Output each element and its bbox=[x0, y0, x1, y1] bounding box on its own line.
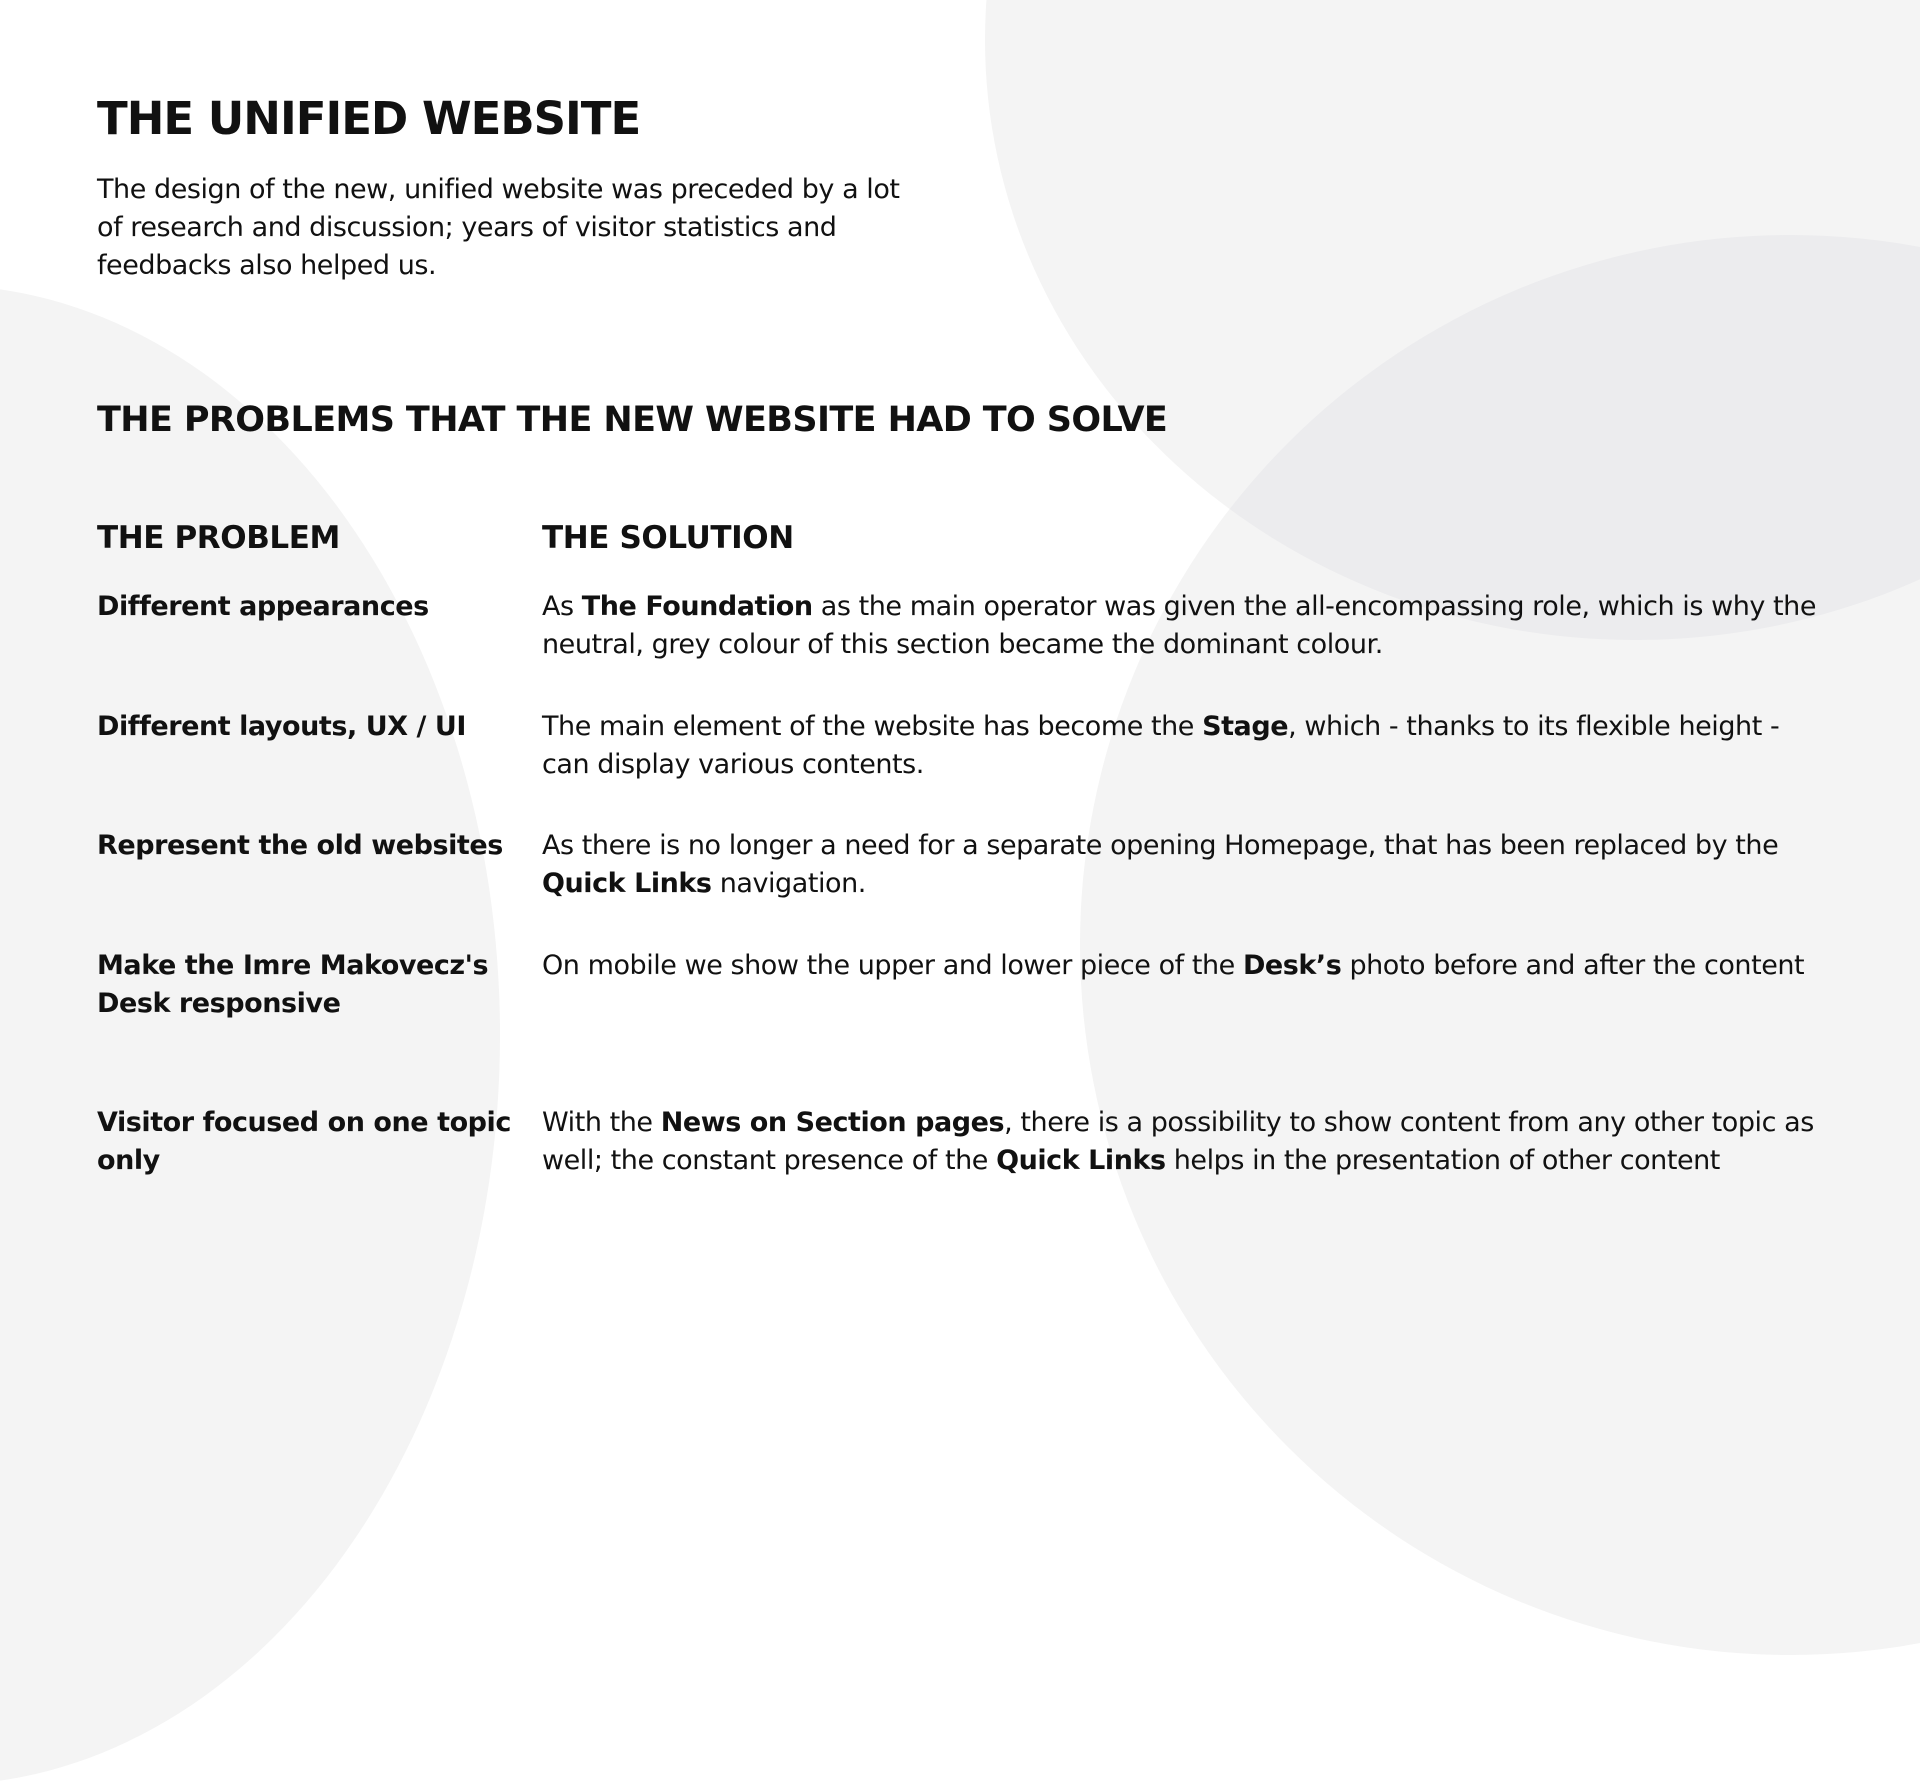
solution-cell bbox=[542, 588, 1847, 708]
solution-cell bbox=[542, 708, 1847, 827]
solution-text: With the bbox=[542, 1107, 661, 1138]
solution-text: photo before and after the content bbox=[1341, 950, 1805, 981]
problem-cell: Make the Imre Makovecz's Desk responsive bbox=[97, 950, 489, 1019]
problem-cell: Represent the old websites bbox=[97, 830, 503, 861]
solution-text: helps in the presentation of other content bbox=[1165, 1145, 1720, 1176]
section-title: THE PROBLEMS THAT THE NEW WEBSITE HAD TO SOLVE bbox=[97, 400, 1168, 440]
solution-cell bbox=[542, 1104, 1847, 1180]
problem-solution-table bbox=[97, 520, 1847, 1180]
solution-text: as the main operator was given the all-encompassing role, which is why the neutral, grey colour of this section became the dominant colour. bbox=[542, 591, 1817, 660]
intro-paragraph: The design of the new, unified website was preceded by a lot of research and discussion; years of visitor statistics and feedbacks also helped us. bbox=[97, 174, 900, 281]
solution-text: The main element of the website has become the bbox=[542, 711, 1203, 742]
page-title: THE UNIFIED WEBSITE bbox=[97, 92, 641, 145]
solution-highlight: Quick Links bbox=[996, 1145, 1166, 1176]
solution-cell bbox=[542, 947, 1847, 1104]
solution-highlight: Stage bbox=[1202, 711, 1289, 742]
problem-column-header: THE PROBLEM bbox=[97, 520, 341, 556]
problem-cell: Different appearances bbox=[97, 591, 429, 622]
solution-text: navigation. bbox=[711, 868, 866, 899]
table-header-row bbox=[97, 520, 1847, 588]
solution-text: , which - thanks to its flexible height - can display various contents. bbox=[542, 711, 1780, 780]
table-row bbox=[97, 827, 1847, 947]
solution-highlight: The Foundation bbox=[581, 591, 813, 622]
solution-text: As bbox=[542, 591, 582, 622]
problem-cell: Visitor focused on one topic only bbox=[97, 1107, 511, 1176]
table-row bbox=[97, 588, 1847, 708]
solution-highlight: Quick Links bbox=[542, 868, 712, 899]
solution-highlight: Desk’s bbox=[1242, 950, 1342, 981]
solution-text: , there is a possibility to show content from any other topic as well; the constant presence of the bbox=[542, 1107, 1814, 1176]
solution-column-header: THE SOLUTION bbox=[542, 520, 794, 556]
solution-text: On mobile we show the upper and lower piece of the bbox=[542, 950, 1243, 981]
problem-cell: Different layouts, UX / UI bbox=[97, 711, 466, 742]
table-row bbox=[97, 708, 1847, 827]
solution-text: As there is no longer a need for a separate opening Homepage, that has been replaced by the bbox=[542, 830, 1779, 861]
table-row bbox=[97, 947, 1847, 1104]
table-row bbox=[97, 1104, 1847, 1180]
main-content bbox=[97, 92, 1847, 1180]
solution-highlight: News on Section pages bbox=[660, 1107, 1005, 1138]
solution-cell bbox=[542, 827, 1847, 947]
